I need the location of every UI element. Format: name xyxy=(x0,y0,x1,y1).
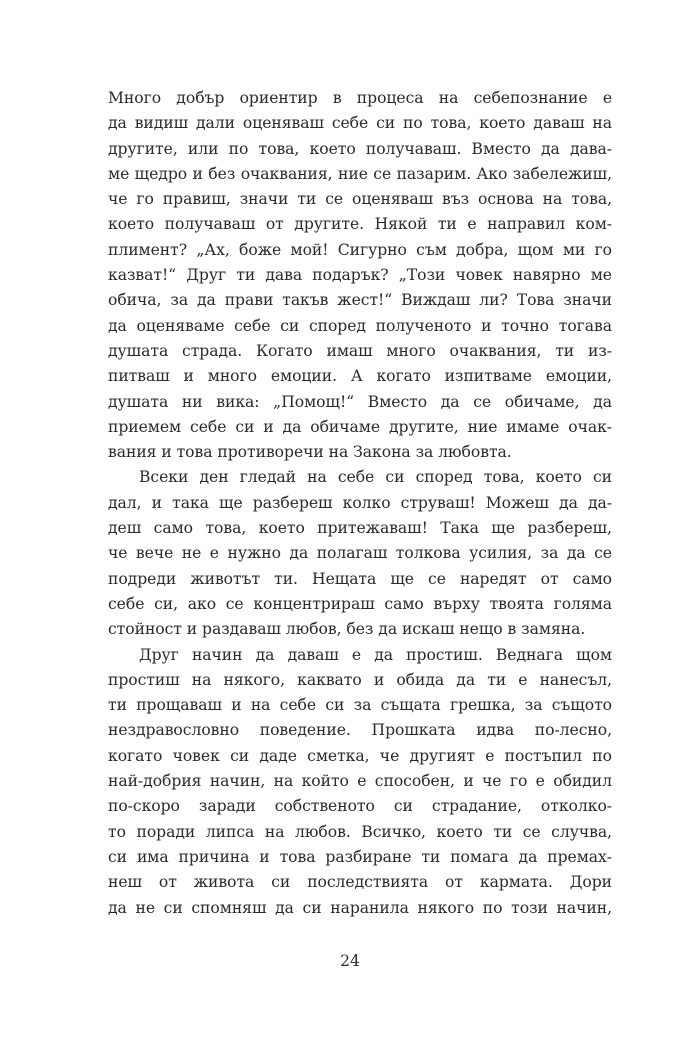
paragraph xyxy=(108,465,612,642)
text-line: то поради липса на любов. Всичко, което ти се случва, xyxy=(108,822,612,841)
text-line: си има причина и това разбиране ти помага да премах- xyxy=(108,847,612,866)
paragraph xyxy=(108,643,612,921)
text-line: приемем себе си и да обичаме другите, ние имаме очак- xyxy=(108,417,612,436)
text-line: Много добър ориентир в процеса на себепознание е xyxy=(108,89,612,107)
text-line: което получаваш от другите. Някой ти е направил ком- xyxy=(108,215,612,234)
text-line: да оценяваме себе си според полученото и точно тогава xyxy=(108,316,612,335)
page-number: 24 xyxy=(340,952,360,970)
text-line: неш от живота си последствията от кармата. Дори xyxy=(108,873,612,892)
text-line: че го правиш, значи ти се оценяваш въз основа на това, xyxy=(108,190,612,209)
text-line: себе си, ако се концентрираш само върху твоята голяма xyxy=(108,594,612,613)
text-line: казват!“ Друг ти дава подарък? „Този човек навярно ме xyxy=(108,266,612,285)
text-line: питваш и много емоции. А когато изпитваме емоции, xyxy=(108,367,612,386)
text-line: дал, и така ще разбереш колко струваш! Можеш да да- xyxy=(108,493,612,512)
text-line: стойност и раздаваш любов, без да искаш нещо в замяна. xyxy=(108,620,586,639)
text-line: по-скоро заради собственото си страдание, отколко- xyxy=(108,797,612,816)
text-line: обича, за да прави такъв жест!“ Виждаш ли? Това значи xyxy=(108,291,612,310)
body-text xyxy=(108,86,612,921)
text-line: когато човек си даде сметка, че другият е постъпил по xyxy=(108,746,612,765)
text-line: нездравословно поведение. Прошката идва по-лесно, xyxy=(108,721,612,740)
text-line: вания и това противоречи на Закона за любовта. xyxy=(108,443,512,462)
text-line: че вече не е нужно да полагаш толкова усилия, за да се xyxy=(108,544,612,563)
text-line: да видиш дали оценяваш себе си по това, което даваш на xyxy=(108,114,612,133)
text-line: най-добрия начин, на който е способен, и че го е обидил xyxy=(108,772,612,791)
text-line: да не си спомняш да си наранила някого по този начин, xyxy=(108,898,612,917)
text-line: Всеки ден гледай на себе си според това, което си xyxy=(139,468,612,487)
text-line: плимент? „Ах, боже мой! Сигурно съм добра, щом ми го xyxy=(108,240,612,259)
text-line: душата страда. Когато имаш много очаквания, ти из- xyxy=(108,341,612,360)
text-line: другите, или по това, което получаваш. Вместо да дава- xyxy=(108,139,612,158)
text-line: простиш на някого, каквато и обида да ти е нанесъл, xyxy=(108,670,612,689)
text-line: ти прощаваш и на себе си за същата грешка, за същото xyxy=(108,696,612,715)
text-line: ме щедро и без очаквания, ние се пазарим. Ако забележиш, xyxy=(108,164,612,183)
text-line: Друг начин да даваш е да простиш. Веднага щом xyxy=(139,645,612,664)
text-line: подреди животът ти. Нещата ще се наредят от само xyxy=(108,569,612,588)
text-line: душата ни вика: „Помощ!“ Вместо да се обичаме, да xyxy=(108,392,612,411)
paragraph xyxy=(108,86,612,465)
text-line: деш само това, което притежаваш! Така ще разбереш, xyxy=(108,519,612,538)
